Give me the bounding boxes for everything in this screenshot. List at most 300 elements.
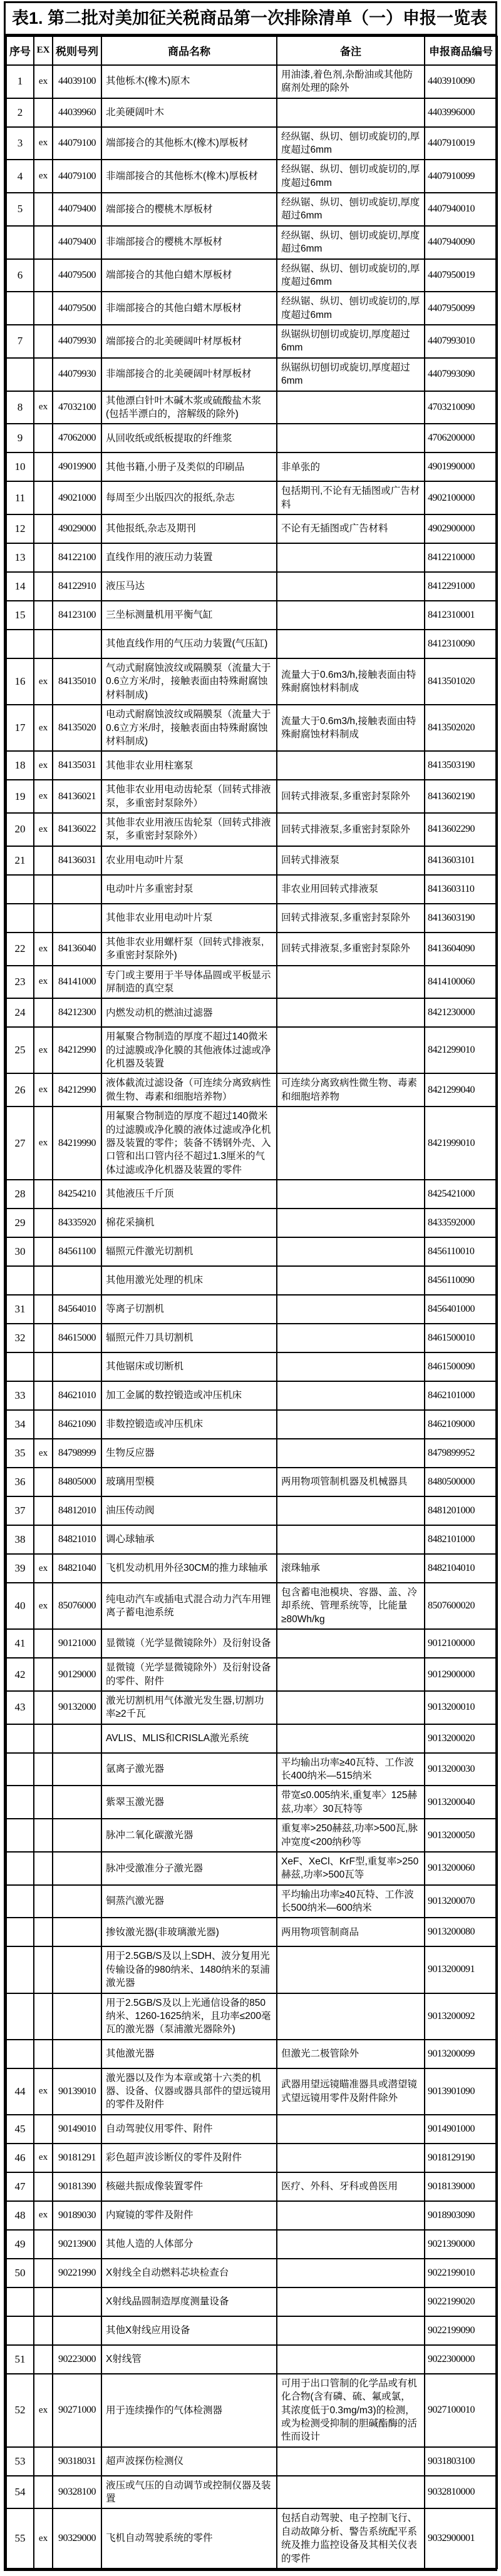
cell-seq: 29 bbox=[6, 1209, 34, 1237]
cell-seq: 46 bbox=[6, 2144, 34, 2172]
table-row bbox=[6, 1237, 497, 1266]
cell-name: 非数控锻造或冲压机床 bbox=[101, 1410, 277, 1439]
cell-seq bbox=[6, 1724, 34, 1753]
cell-code: 47062000 bbox=[53, 424, 101, 452]
cell-note bbox=[277, 998, 425, 1027]
cell-ex bbox=[34, 904, 53, 933]
cell-ex bbox=[34, 2230, 53, 2259]
cell-ex bbox=[34, 572, 53, 601]
cell-code: 85076000 bbox=[53, 1583, 101, 1629]
cell-code: 90139010 bbox=[53, 2068, 101, 2115]
cell-num: 8412310090 bbox=[425, 630, 497, 658]
cell-seq: 31 bbox=[6, 1295, 34, 1324]
cell-note: 不论有无插图或广告材料 bbox=[277, 514, 425, 543]
cell-name: 直线作用的液压动力装置 bbox=[101, 543, 277, 572]
cell-seq bbox=[6, 875, 34, 904]
cell-seq: 2 bbox=[6, 98, 34, 127]
cell-code: 49029000 bbox=[53, 514, 101, 543]
cell-seq: 42 bbox=[6, 1658, 34, 1691]
cell-code: 84798999 bbox=[53, 1439, 101, 1468]
cell-code: 84135031 bbox=[53, 751, 101, 780]
header-note: 备注 bbox=[277, 36, 425, 65]
cell-code: 84135010 bbox=[53, 658, 101, 705]
cell-ex bbox=[34, 98, 53, 127]
table-row bbox=[6, 2230, 497, 2259]
cell-name: 用氟聚合物制造的厚度不超过140微米的过滤膜或净化膜的液体过滤或净化机器及装置的零件；装备不锈钢外壳、入口管和出口管内径不超过1.3厘米的气体过滤或净化机器及装置的零件 bbox=[101, 1107, 277, 1180]
cell-note bbox=[277, 543, 425, 572]
cell-num: 9012100000 bbox=[425, 1629, 497, 1658]
cell-code: 49019900 bbox=[53, 452, 101, 481]
cell-seq: 48 bbox=[6, 2201, 34, 2230]
cell-seq: 7 bbox=[6, 325, 34, 358]
cell-num: 9013200040 bbox=[425, 1786, 497, 1819]
table-row bbox=[6, 65, 497, 98]
cell-name: 脉冲二氧化碳激光器 bbox=[101, 1819, 277, 1852]
cell-ex: ex bbox=[34, 1554, 53, 1583]
table-row bbox=[6, 127, 497, 160]
cell-num: 9012900000 bbox=[425, 1658, 497, 1691]
cell-ex bbox=[34, 514, 53, 543]
cell-ex bbox=[34, 1946, 53, 1993]
cell-seq bbox=[6, 1852, 34, 1885]
cell-seq: 55 bbox=[6, 2508, 34, 2568]
cell-code: 90221990 bbox=[53, 2259, 101, 2287]
cell-num: 9022199010 bbox=[425, 2259, 497, 2287]
cell-code: 84212990 bbox=[53, 1073, 101, 1107]
cell-seq: 12 bbox=[6, 514, 34, 543]
cell-code: 44039100 bbox=[53, 65, 101, 98]
cell-note: 回转式排液泵,多重密封泵除外 bbox=[277, 813, 425, 846]
cell-num: 8413501020 bbox=[425, 658, 497, 705]
cell-code bbox=[53, 2316, 101, 2345]
cell-name: X射线全自动燃料芯块检查台 bbox=[101, 2259, 277, 2287]
cell-name: 其他非农业用螺杆泵（回转式排液泵,多重密封泵除外) bbox=[101, 933, 277, 966]
cell-num: 9018129190 bbox=[425, 2144, 497, 2172]
table-row bbox=[6, 601, 497, 630]
cell-seq: 52 bbox=[6, 2374, 34, 2447]
cell-ex: ex bbox=[34, 1027, 53, 1073]
table-row bbox=[6, 1295, 497, 1324]
table-row bbox=[6, 2201, 497, 2230]
cell-code: 84136031 bbox=[53, 846, 101, 875]
cell-ex bbox=[34, 998, 53, 1027]
cell-num: 8413603190 bbox=[425, 904, 497, 933]
cell-seq bbox=[6, 226, 34, 259]
table-row bbox=[6, 325, 497, 358]
table-row bbox=[6, 2508, 497, 2568]
cell-name: 端部接合的其他栎木(橡木)厚板材 bbox=[101, 127, 277, 160]
header-name: 商品名称 bbox=[101, 36, 277, 65]
table-row bbox=[6, 1439, 497, 1468]
cell-name: 其他X射线应用设备 bbox=[101, 2316, 277, 2345]
cell-name: 气动式耐腐蚀波纹或隔膜泵（流量大于0.6立方米/时，接触表面由特殊耐腐蚀材料制成) bbox=[101, 658, 277, 705]
cell-code: 84812010 bbox=[53, 1496, 101, 1525]
cell-name: 加工金属的数控锻造或冲压机床 bbox=[101, 1381, 277, 1410]
cell-num: 9027100010 bbox=[425, 2374, 497, 2447]
cell-ex bbox=[34, 1918, 53, 1946]
cell-name: 电动叶片多重密封泵 bbox=[101, 875, 277, 904]
cell-code bbox=[53, 904, 101, 933]
cell-seq: 26 bbox=[6, 1073, 34, 1107]
cell-code: 84561100 bbox=[53, 1237, 101, 1266]
cell-ex bbox=[34, 2287, 53, 2316]
cell-name: AVLIS、MLIS和CRISLA激光系统 bbox=[101, 1724, 277, 1753]
table-row bbox=[6, 2115, 497, 2144]
cell-seq: 32 bbox=[6, 1324, 34, 1352]
table-row bbox=[6, 2345, 497, 2374]
cell-seq bbox=[6, 904, 34, 933]
cell-code bbox=[53, 1786, 101, 1819]
cell-ex bbox=[34, 1295, 53, 1324]
cell-ex bbox=[34, 1885, 53, 1918]
table-row bbox=[6, 2476, 497, 2509]
cell-name: 脉冲受激准分子激光器 bbox=[101, 1852, 277, 1885]
cell-note: 滚珠轴承 bbox=[277, 1554, 425, 1583]
table-row bbox=[6, 1658, 497, 1691]
table-row bbox=[6, 1629, 497, 1658]
cell-name: 彩色超声波诊断仪的零件及附件 bbox=[101, 2144, 277, 2172]
cell-code: 90328100 bbox=[53, 2476, 101, 2509]
cell-ex: ex bbox=[34, 2508, 53, 2568]
cell-name: 用于2.5GB/S及以上SDH、波分复用光传输设备的980纳米、1480纳米的泵浦激光器 bbox=[101, 1946, 277, 1993]
cell-note bbox=[277, 1266, 425, 1295]
cell-note bbox=[277, 1439, 425, 1468]
cell-name: 激光器以及作为本章或第十六类的机器、设备、仪器或器具部件的望远镜用的零件及附件 bbox=[101, 2068, 277, 2115]
cell-name: 液压马达 bbox=[101, 572, 277, 601]
cell-code: 90129000 bbox=[53, 1658, 101, 1691]
cell-note bbox=[277, 1107, 425, 1180]
cell-note bbox=[277, 1410, 425, 1439]
cell-note bbox=[277, 98, 425, 127]
cell-note bbox=[277, 1629, 425, 1658]
cell-num: 4706200000 bbox=[425, 424, 497, 452]
cell-seq: 27 bbox=[6, 1107, 34, 1180]
cell-name: 调心球轴承 bbox=[101, 1525, 277, 1554]
cell-ex bbox=[34, 2172, 53, 2201]
cell-note bbox=[277, 1352, 425, 1381]
cell-code bbox=[53, 1819, 101, 1852]
cell-code bbox=[53, 1885, 101, 1918]
cell-seq: 20 bbox=[6, 813, 34, 846]
cell-ex bbox=[34, 1658, 53, 1691]
cell-name: 内窥镜的零件及附件 bbox=[101, 2201, 277, 2230]
cell-code: 90223000 bbox=[53, 2345, 101, 2374]
cell-code: 44079400 bbox=[53, 193, 101, 226]
cell-name: 三坐标测量机用平衡气缸 bbox=[101, 601, 277, 630]
cell-ex: ex bbox=[34, 2201, 53, 2230]
table-row bbox=[6, 1525, 497, 1554]
cell-name: 飞机发动机用外径30CM的推力球轴承 bbox=[101, 1554, 277, 1583]
cell-ex: ex bbox=[34, 813, 53, 846]
cell-seq bbox=[6, 2040, 34, 2068]
cell-ex bbox=[34, 543, 53, 572]
cell-note: 武器用望远镜瞄准器具或潜望镜式望远镜用零件及附件除外 bbox=[277, 2068, 425, 2115]
cell-name: X射线晶圆制造厚度测量设备 bbox=[101, 2287, 277, 2316]
header-code: 税则号列 bbox=[53, 36, 101, 65]
cell-code: 44079500 bbox=[53, 259, 101, 292]
cell-note bbox=[277, 2201, 425, 2230]
cell-ex bbox=[34, 1753, 53, 1786]
cell-code: 44079400 bbox=[53, 226, 101, 259]
cell-seq: 33 bbox=[6, 1381, 34, 1410]
cell-seq: 17 bbox=[6, 705, 34, 751]
table-row bbox=[6, 1468, 497, 1496]
cell-ex bbox=[34, 1352, 53, 1381]
cell-note: 非单张的 bbox=[277, 452, 425, 481]
cell-note bbox=[277, 1237, 425, 1266]
cell-code: 84122910 bbox=[53, 572, 101, 601]
cell-num: 8413603110 bbox=[425, 875, 497, 904]
cell-code: 44079100 bbox=[53, 160, 101, 193]
cell-seq bbox=[6, 292, 34, 325]
cell-name: 端部接合的北美硬阔叶材厚板材 bbox=[101, 325, 277, 358]
cell-code: 84136022 bbox=[53, 813, 101, 846]
cell-note: XeF、XeCl、KrF型,重复率>250赫兹,功率>500瓦等 bbox=[277, 1852, 425, 1885]
table-row bbox=[6, 572, 497, 601]
cell-seq: 35 bbox=[6, 1439, 34, 1468]
cell-seq: 36 bbox=[6, 1468, 34, 1496]
cell-name: 其他直线作用的气压动力装置(气压缸) bbox=[101, 630, 277, 658]
cell-seq bbox=[6, 358, 34, 391]
table-row bbox=[6, 1583, 497, 1629]
cell-num: 8413603101 bbox=[425, 846, 497, 875]
cell-note bbox=[277, 1993, 425, 2040]
cell-ex: ex bbox=[34, 127, 53, 160]
cell-ex: ex bbox=[34, 2374, 53, 2447]
cell-ex bbox=[34, 1180, 53, 1209]
table-row bbox=[6, 705, 497, 751]
cell-ex bbox=[34, 1691, 53, 1724]
cell-num: 8421299040 bbox=[425, 1073, 497, 1107]
cell-seq: 53 bbox=[6, 2447, 34, 2476]
table-header bbox=[6, 36, 497, 65]
cell-seq: 15 bbox=[6, 601, 34, 630]
cell-note: 非农业用回转式排液泵 bbox=[277, 875, 425, 904]
cell-ex: ex bbox=[34, 1107, 53, 1180]
cell-seq: 25 bbox=[6, 1027, 34, 1073]
cell-num: 8421230000 bbox=[425, 998, 497, 1027]
cell-num: 8425421000 bbox=[425, 1180, 497, 1209]
cell-code: 84212990 bbox=[53, 1027, 101, 1073]
cell-code: 84254210 bbox=[53, 1180, 101, 1209]
cell-num: 9013200030 bbox=[425, 1753, 497, 1786]
cell-note: 可连续分离致病性微生物、毒素和细胞培养物 bbox=[277, 1073, 425, 1107]
cell-name: 其他书籍,小册子及类似的印刷品 bbox=[101, 452, 277, 481]
cell-note bbox=[277, 2230, 425, 2259]
table-row bbox=[6, 998, 497, 1027]
cell-seq bbox=[6, 1819, 34, 1852]
cell-code: 84621090 bbox=[53, 1410, 101, 1439]
cell-seq: 16 bbox=[6, 658, 34, 705]
cell-code bbox=[53, 1852, 101, 1885]
cell-note: 回转式排液泵 bbox=[277, 846, 425, 875]
cell-ex: ex bbox=[34, 391, 53, 424]
cell-name: 等离子切割机 bbox=[101, 1295, 277, 1324]
cell-num: 9013200099 bbox=[425, 2040, 497, 2068]
cell-name: 其他激光器 bbox=[101, 2040, 277, 2068]
cell-num: 4407940010 bbox=[425, 193, 497, 226]
cell-seq bbox=[6, 1918, 34, 1946]
cell-code: 90329000 bbox=[53, 2508, 101, 2568]
table-row bbox=[6, 1180, 497, 1209]
table-row bbox=[6, 1381, 497, 1410]
cell-ex bbox=[34, 2316, 53, 2345]
cell-ex bbox=[34, 1496, 53, 1525]
cell-name: 其他非农业用电动齿轮泵（回转式排液泵，多重密封泵除外） bbox=[101, 780, 277, 813]
cell-note bbox=[277, 2345, 425, 2374]
cell-note: 包含蓄电池模块、容器、盖、冷却系统、管理系统等，比能量≥80Wh/kg bbox=[277, 1583, 425, 1629]
cell-seq: 1 bbox=[6, 65, 34, 98]
cell-seq: 41 bbox=[6, 1629, 34, 1658]
table-row bbox=[6, 1324, 497, 1352]
cell-seq: 23 bbox=[6, 966, 34, 999]
cell-num: 8456110090 bbox=[425, 1266, 497, 1295]
cell-code: 90149010 bbox=[53, 2115, 101, 2144]
cell-name: 非端部接合的北美硬阔叶材厚板材 bbox=[101, 358, 277, 391]
cell-seq: 9 bbox=[6, 424, 34, 452]
cell-note: 纵锯纵切刨切或旋切,厚度超过6mm bbox=[277, 325, 425, 358]
cell-code: 84136021 bbox=[53, 780, 101, 813]
cell-note bbox=[277, 1180, 425, 1209]
cell-note bbox=[277, 1496, 425, 1525]
cell-code bbox=[53, 1946, 101, 1993]
cell-ex bbox=[34, 1381, 53, 1410]
cell-ex: ex bbox=[34, 2144, 53, 2172]
cell-num: 8480500000 bbox=[425, 1468, 497, 1496]
table-row bbox=[6, 2287, 497, 2316]
table-row bbox=[6, 2144, 497, 2172]
cell-seq: 49 bbox=[6, 2230, 34, 2259]
cell-name: 液压或气压的自动调节或控制仪器及装置 bbox=[101, 2476, 277, 2509]
table-row bbox=[6, 1993, 497, 2040]
cell-ex: ex bbox=[34, 966, 53, 999]
cell-num: 9032900001 bbox=[425, 2508, 497, 2568]
cell-name: 其他漂白针叶木碱木浆或硫酸盐木浆(包括半漂白的，溶解级的除外) bbox=[101, 391, 277, 424]
cell-ex bbox=[34, 2345, 53, 2374]
cell-code: 84615000 bbox=[53, 1324, 101, 1352]
cell-num: 8413604090 bbox=[425, 933, 497, 966]
cell-ex bbox=[34, 259, 53, 292]
cell-num: 4902100000 bbox=[425, 481, 497, 514]
cell-seq: 24 bbox=[6, 998, 34, 1027]
cell-note: 经纵锯、纵切、刨切或旋切的,厚度超过6mm bbox=[277, 127, 425, 160]
cell-num: 9018139000 bbox=[425, 2172, 497, 2201]
table-row bbox=[6, 98, 497, 127]
cell-code bbox=[53, 1352, 101, 1381]
cell-seq: 50 bbox=[6, 2259, 34, 2287]
cell-ex: ex bbox=[34, 705, 53, 751]
cell-num: 8482104010 bbox=[425, 1554, 497, 1583]
cell-note bbox=[277, 601, 425, 630]
cell-ex: ex bbox=[34, 658, 53, 705]
cell-seq: 18 bbox=[6, 751, 34, 780]
cell-code: 84122100 bbox=[53, 543, 101, 572]
cell-name: 其他栎木(橡木)原木 bbox=[101, 65, 277, 98]
cell-name: 非端部接合的其他白蜡木厚板材 bbox=[101, 292, 277, 325]
cell-seq: 40 bbox=[6, 1583, 34, 1629]
cell-name: 纯电动汽车或插电式混合动力汽车用锂离子蓄电池系统 bbox=[101, 1583, 277, 1629]
cell-seq: 3 bbox=[6, 127, 34, 160]
cell-code: 90213900 bbox=[53, 2230, 101, 2259]
table-row bbox=[6, 2259, 497, 2287]
cell-code: 90189030 bbox=[53, 2201, 101, 2230]
cell-note: 两用物项管制机器及机械器具 bbox=[277, 1468, 425, 1496]
table-row bbox=[6, 1753, 497, 1786]
cell-ex bbox=[34, 358, 53, 391]
table-row bbox=[6, 292, 497, 325]
cell-name: 辐照元件激光切割机 bbox=[101, 1237, 277, 1266]
table-row bbox=[6, 2068, 497, 2115]
cell-ex bbox=[34, 2259, 53, 2287]
table-row bbox=[6, 424, 497, 452]
table-row bbox=[6, 160, 497, 193]
cell-name: X射线管 bbox=[101, 2345, 277, 2374]
cell-seq bbox=[6, 1786, 34, 1819]
table-row bbox=[6, 226, 497, 259]
cell-num: 9013200010 bbox=[425, 1691, 497, 1724]
cell-code: 44079100 bbox=[53, 127, 101, 160]
table-row bbox=[6, 481, 497, 514]
cell-ex bbox=[34, 193, 53, 226]
cell-seq: 30 bbox=[6, 1237, 34, 1266]
table-row bbox=[6, 1819, 497, 1852]
cell-num: 9013200060 bbox=[425, 1852, 497, 1885]
cell-name: 其他非农业用柱塞泵 bbox=[101, 751, 277, 780]
cell-seq bbox=[6, 1993, 34, 2040]
cell-note: 经纵锯、纵切、刨切或旋切的,厚度超过6mm bbox=[277, 160, 425, 193]
cell-seq: 14 bbox=[6, 572, 34, 601]
cell-code bbox=[53, 1266, 101, 1295]
cell-name: 非端部接合的樱桃木厚板材 bbox=[101, 226, 277, 259]
cell-note: 包括期刊,不论有无插图或广告材料 bbox=[277, 481, 425, 514]
cell-code: 44079930 bbox=[53, 325, 101, 358]
cell-seq: 39 bbox=[6, 1554, 34, 1583]
table-row bbox=[6, 1073, 497, 1107]
cell-name: 农业用电动叶片泵 bbox=[101, 846, 277, 875]
cell-name: 端部接合的其他白蜡木厚板材 bbox=[101, 259, 277, 292]
cell-num: 4902900000 bbox=[425, 514, 497, 543]
cell-seq bbox=[6, 2287, 34, 2316]
table-row bbox=[6, 846, 497, 875]
cell-note bbox=[277, 1691, 425, 1724]
table-frame bbox=[4, 1, 497, 2571]
table-row bbox=[6, 1209, 497, 1237]
cell-name: 其他用激光处理的机床 bbox=[101, 1266, 277, 1295]
cell-ex bbox=[34, 875, 53, 904]
cell-note bbox=[277, 391, 425, 424]
cell-seq: 10 bbox=[6, 452, 34, 481]
cell-num: 8456110010 bbox=[425, 1237, 497, 1266]
cell-num: 8462109000 bbox=[425, 1410, 497, 1439]
cell-code bbox=[53, 1753, 101, 1786]
cell-name: 其他非农业用液压齿轮泵（回转式排液泵，多重密封泵除外） bbox=[101, 813, 277, 846]
cell-num: 4407950099 bbox=[425, 292, 497, 325]
cell-code bbox=[53, 1993, 101, 2040]
cell-note: 流量大于0.6m3/h,接触表面由特殊耐腐蚀材料制成 bbox=[277, 658, 425, 705]
table-row bbox=[6, 543, 497, 572]
cell-code bbox=[53, 2040, 101, 2068]
cell-num: 9013901090 bbox=[425, 2068, 497, 2115]
cell-note: 医疗、外科、牙科或兽医用 bbox=[277, 2172, 425, 2201]
cell-name: 超声波探伤检测仪 bbox=[101, 2447, 277, 2476]
cell-code: 90271000 bbox=[53, 2374, 101, 2447]
cell-code bbox=[53, 630, 101, 658]
cell-name: 生物反应器 bbox=[101, 1439, 277, 1468]
cell-note bbox=[277, 1209, 425, 1237]
cell-seq: 8 bbox=[6, 391, 34, 424]
cell-seq: 28 bbox=[6, 1180, 34, 1209]
cell-note bbox=[277, 2144, 425, 2172]
